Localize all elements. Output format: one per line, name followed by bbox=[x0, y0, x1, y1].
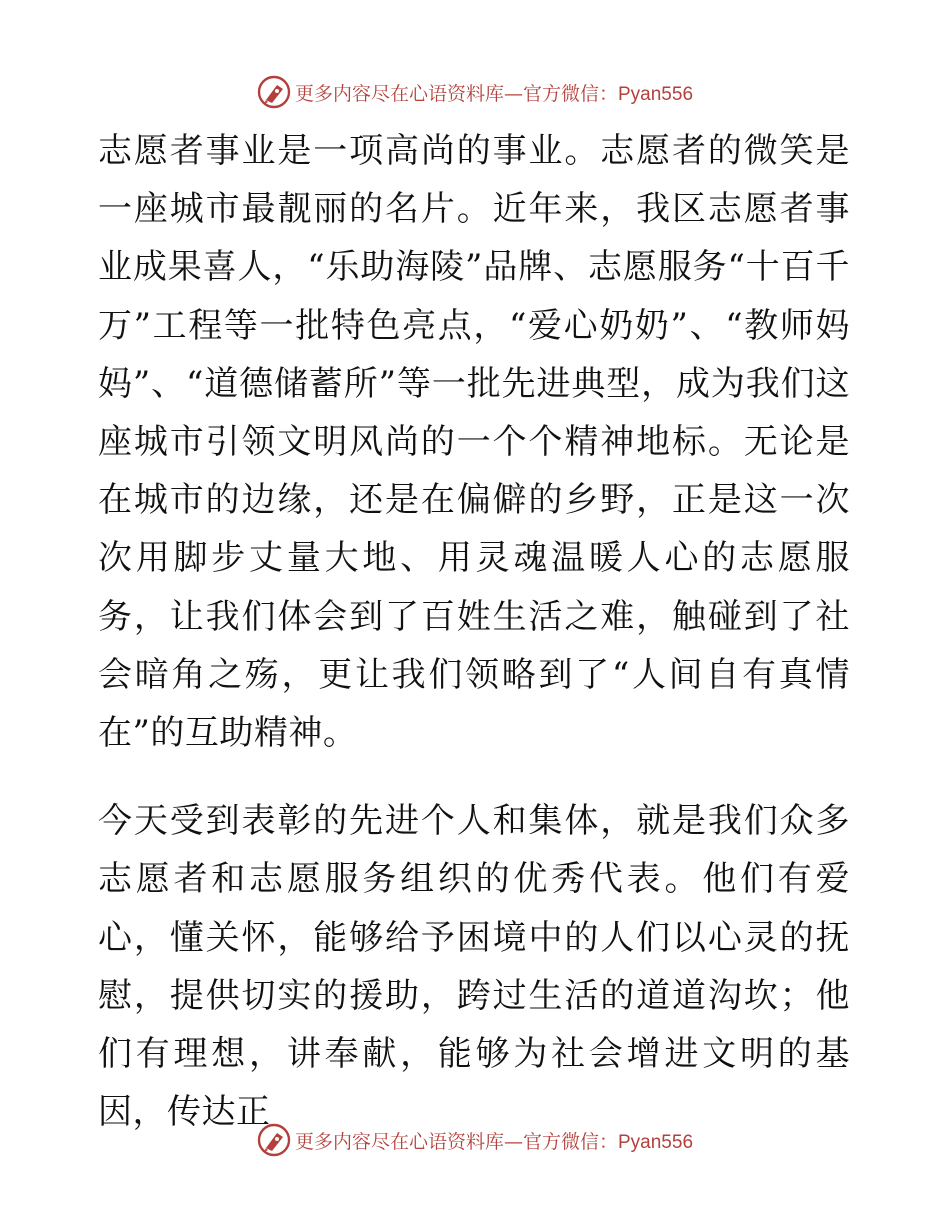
fountain-pen-nib-icon bbox=[257, 1123, 291, 1157]
footer-banner bbox=[0, 1120, 950, 1160]
footer-wechat-id: Pyan556 bbox=[618, 1131, 694, 1153]
header-banner bbox=[0, 72, 950, 112]
footer-wechat-label: 官方微信： bbox=[522, 1130, 618, 1153]
body-paragraph-1: 志愿者事业是一项高尚的事业。志愿者的微笑是一座城市最靓丽的名片。近年来，我区志愿者事业成果喜人，“乐助海陵”品牌、志愿服务“十百千万”工程等一批特色亮点，“爱心奶奶”、“教师妈妈”、“道德储蓄所”等一批先进典型，成为我们这座城市引领文明风尚的一个个精神地标。无论是在城市的边缘，还是在偏僻的乡野，正是这一次次用脚步丈量大地、用灵魂温暖人心的志愿服务，让我们体会到了百姓生活之难，触碰到了社会暗角之殇，更让我们领略到了“人间自有真情在”的互助精神。 bbox=[98, 131, 850, 754]
header-text bbox=[295, 79, 693, 106]
footer-site-text: 更多内容尽在心语资料库 bbox=[294, 1130, 504, 1153]
footer-text bbox=[295, 1127, 693, 1154]
body-paragraph-2: 今天受到表彰的先进个人和集体，就是我们众多志愿者和志愿服务组织的优秀代表。他们有爱心，懂关怀，能够给予困境中的人们以心灵的抚慰，提供切实的援助，跨过生活的道道沟坎；他们有理想，讲奉献，能够为社会增进文明的基因，传达正 bbox=[98, 801, 850, 1133]
header-wechat-id: Pyan556 bbox=[618, 83, 694, 105]
document-body bbox=[98, 122, 850, 1141]
header-site-text: 更多内容尽在心语资料库 bbox=[294, 82, 504, 105]
header-dash: — bbox=[503, 82, 523, 105]
header-wechat-label: 官方微信： bbox=[522, 82, 618, 105]
footer-dash: — bbox=[503, 1130, 523, 1153]
fountain-pen-nib-icon bbox=[257, 75, 291, 109]
